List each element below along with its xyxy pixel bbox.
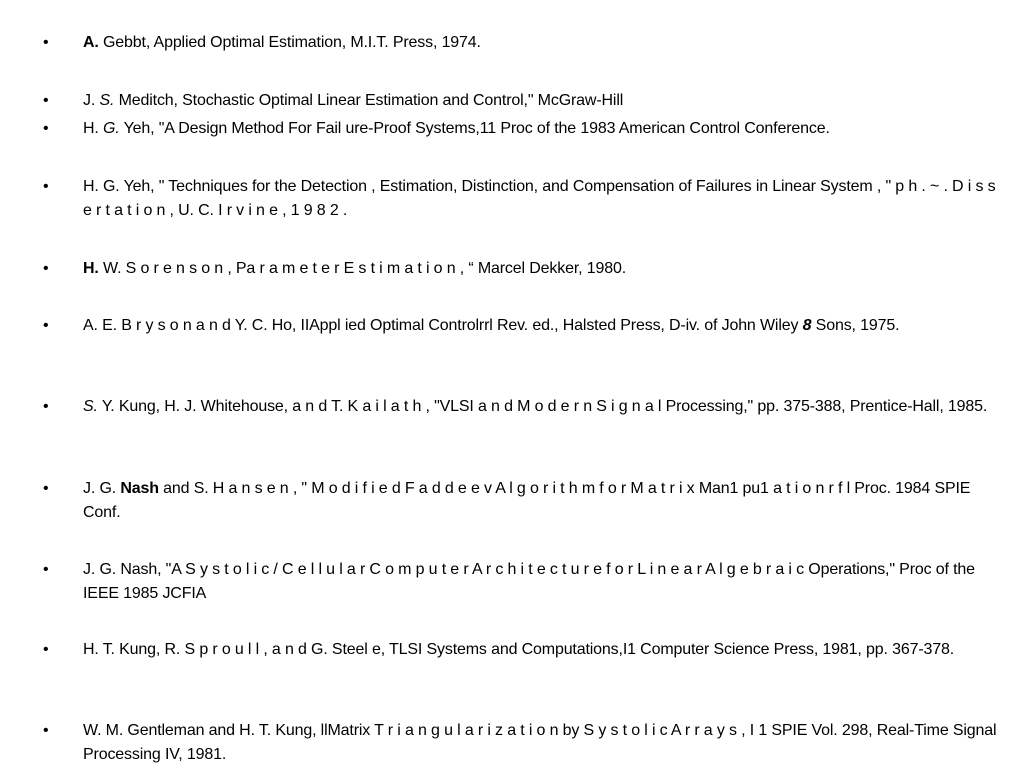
reference-text <box>83 638 1005 662</box>
bullet-icon: • <box>43 641 49 658</box>
bullet-icon: • <box>43 317 49 334</box>
bullet-icon: • <box>43 120 49 137</box>
bullet-icon: • <box>43 92 49 109</box>
reference-segment: H. <box>83 120 103 137</box>
reference-text <box>83 477 1005 525</box>
reference-segment: S. <box>99 92 115 109</box>
reference-segment: Meditch, Stochastic Optimal Linear Estimation and Control," McGraw-Hill <box>114 92 624 109</box>
reference-segment: Yeh, "A Design Method For Fail ure-Proof Systems,11 Proc of the 1983 American Control Conference. <box>119 120 830 137</box>
reference-segment: Sons, 1975. <box>811 317 900 334</box>
reference-text <box>83 558 1005 606</box>
reference-segment: 8 <box>802 317 812 334</box>
reference-text <box>83 719 1005 767</box>
bullet-icon: • <box>43 34 49 51</box>
reference-segment: W. S o r e n s o n , Pa r a m e t e r E s t i m a t i o n , “ Marcel Dekker, 1980. <box>98 260 627 277</box>
bullet-icon: • <box>43 561 49 578</box>
bullet-icon: • <box>43 480 49 497</box>
reference-text <box>83 117 1005 141</box>
reference-text <box>83 31 1005 55</box>
reference-segment: Nash <box>120 480 159 497</box>
bullet-icon: • <box>43 178 49 195</box>
reference-segment: S. <box>83 398 98 415</box>
bullet-icon: • <box>43 260 49 277</box>
reference-text <box>83 175 1005 223</box>
reference-segment: Gebbt, Applied Optimal Estimation, M.I.T. Press, 1974. <box>98 34 481 51</box>
bullet-icon: • <box>43 722 49 739</box>
reference-segment: J. G. Nash, "A S y s t o l i c / C e l l u l a r C o m p u t e r A r c h i t e c t u r e f o r L i n e a r A l g e b r a i c Operations," Proc of the IEEE 1985 JCFIA <box>83 561 975 602</box>
reference-text <box>83 395 1005 419</box>
reference-text <box>83 89 1005 113</box>
reference-text <box>83 314 1005 338</box>
reference-segment: H. G. Yeh, " Techniques for the Detection , Estimation, Distinction, and Compensation of Failures in Linear System , " p h . ~ . D i s s e r t a t i o n , U. C. I r v i n e , 1 9 8 2 . <box>83 178 996 219</box>
reference-segment: J. <box>83 92 100 109</box>
reference-segment: H. <box>83 260 99 277</box>
reference-segment: W. M. Gentleman and H. T. Kung, llMatrix T r i a n g u l a r i z a t i o n by S y s t o l i c A r r a y s , I 1 SPIE Vol. 298, Real-Time Signal Processing IV, 1981. <box>83 722 997 763</box>
reference-segment: G. <box>103 120 120 137</box>
reference-text <box>83 257 1005 281</box>
reference-segment: Y. Kung, H. J. Whitehouse, a n d T. K a i l a t h , "VLSI a n d M o d e r n S i g n a l Processing," pp. 375-388, Prentice-Hall, 1985. <box>97 398 988 415</box>
reference-segment: A. E. B r y s o n a n d Y. C. Ho, IIAppl ied Optimal Controlrrl Rev. ed., Halsted Press, D-iv. of John Wiley <box>83 317 803 334</box>
reference-segment: and S. H a n s e n , " M o d i f i e d F a d d e e v A l g o r i t h m f o r M a t r i x Man1 pu1 a t i o n r f l Proc. 1984 SPIE Conf. <box>83 480 971 521</box>
reference-segment: H. T. Kung, R. S p r o u l l , a n d G. Steel e, TLSI Systems and Computations,I1 Computer Science Press, 1981, pp. 367-378. <box>83 641 955 658</box>
bullet-icon: • <box>43 398 49 415</box>
reference-segment: J. G. <box>83 480 121 497</box>
reference-segment: A. <box>83 34 99 51</box>
